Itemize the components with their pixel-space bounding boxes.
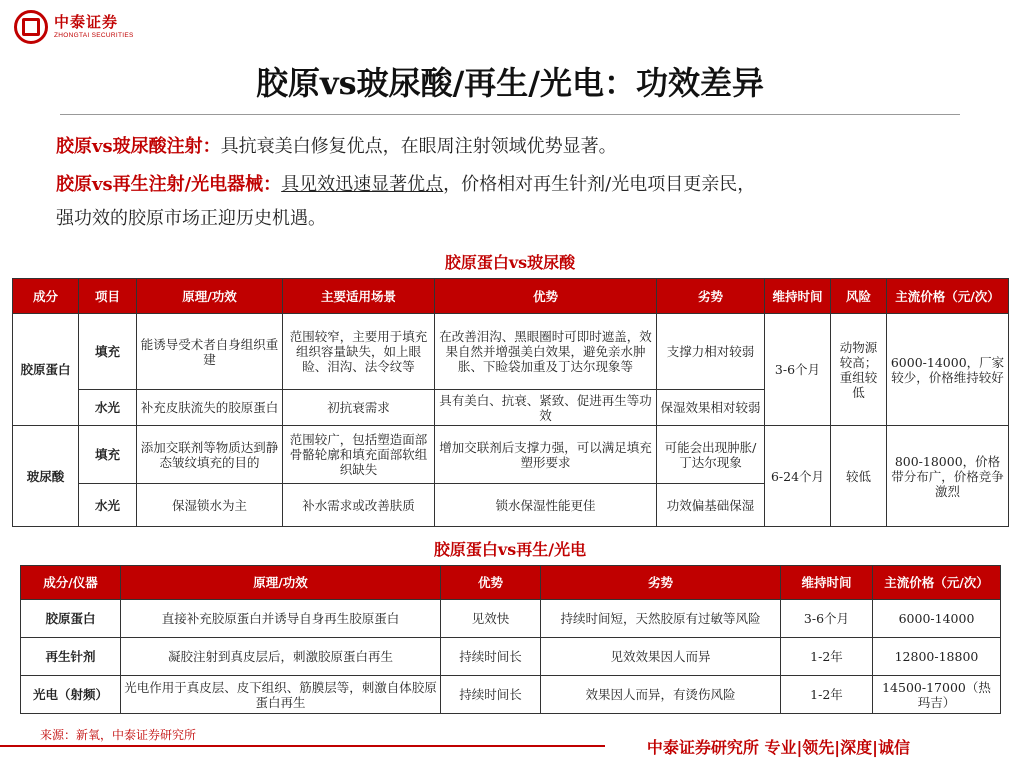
table-cell-price: 6000-14000，厂家较少，价格维持较好 <box>887 314 1009 426</box>
table-cell-advantage: 具有美白、抗衰、紧致、促进再生等功效 <box>435 390 657 426</box>
table-cell-ingredient: 胶原蛋白 <box>13 314 79 426</box>
table-row <box>13 314 1009 390</box>
table-cell-principle: 光电作用于真皮层、皮下组织、筋膜层等，刺激自体胶原蛋白再生 <box>121 676 441 714</box>
table-1-header: 优势 <box>435 279 657 314</box>
brand-logo <box>14 10 134 44</box>
table-cell-price: 12800-18800 <box>873 638 1001 676</box>
paragraph-2 <box>56 168 755 236</box>
table-cell-duration: 6-24个月 <box>765 426 831 527</box>
paragraph-1 <box>56 130 617 164</box>
table-1-header: 主流价格（元/次） <box>887 279 1009 314</box>
table-cell-scene: 范围较窄，主要用于填充组织容量缺失，如上眼睑、泪沟、法令纹等 <box>283 314 435 390</box>
table-2-header: 成分/仪器 <box>21 566 121 600</box>
table-2-header: 维持时间 <box>781 566 873 600</box>
brand-name-cn: 中泰证券 <box>54 12 119 31</box>
table-cell-duration: 3-6个月 <box>781 600 873 638</box>
table-row <box>13 426 1009 484</box>
title-divider <box>60 114 960 115</box>
table-cell-name: 再生针剂 <box>21 638 121 676</box>
table-cell-disadvantage: 可能会出现肿胀/丁达尔现象 <box>657 426 765 484</box>
table-cell-disadvantage: 效果因人而异，有烫伤风险 <box>541 676 781 714</box>
table-2-header: 主流价格（元/次） <box>873 566 1001 600</box>
table-1-header: 成分 <box>13 279 79 314</box>
table-cell-item: 填充 <box>79 426 137 484</box>
table-row <box>21 600 1001 638</box>
table-row <box>21 676 1001 714</box>
table-cell-advantage: 增加交联剂后支撑力强，可以满足填充塑形要求 <box>435 426 657 484</box>
table-cell-price: 14500-17000（热玛吉） <box>873 676 1001 714</box>
table-1-header: 项目 <box>79 279 137 314</box>
table-cell-item: 填充 <box>79 314 137 390</box>
table-2-header: 优势 <box>441 566 541 600</box>
page-title: 胶原vs玻尿酸/再生/光电：功效差异 <box>256 64 764 102</box>
table-cell-risk: 动物源较高；重组较低 <box>831 314 887 426</box>
table-cell-ingredient: 玻尿酸 <box>13 426 79 527</box>
table-cell-disadvantage: 持续时间短，天然胶原有过敏等风险 <box>541 600 781 638</box>
table-cell-name: 光电（射频） <box>21 676 121 714</box>
table-cell-name: 胶原蛋白 <box>21 600 121 638</box>
brand-logo-icon <box>14 10 48 44</box>
table-1-caption: 胶原蛋白vs玻尿酸 <box>444 253 576 272</box>
table-cell-risk: 较低 <box>831 426 887 527</box>
table-collagen-vs-regen-photoelectric <box>20 565 1001 714</box>
paragraph-2-lead: 胶原vs再生注射/光电器械： <box>56 174 282 195</box>
table-row <box>21 638 1001 676</box>
table-2-caption: 胶原蛋白vs再生/光电 <box>433 540 587 559</box>
table-cell-advantage: 持续时间长 <box>441 676 541 714</box>
table-cell-disadvantage: 见效效果因人而异 <box>541 638 781 676</box>
table-cell-advantage: 见效快 <box>441 600 541 638</box>
paragraph-2-text1: ，价格相对再生针剂/光电项目更亲民， <box>443 174 756 195</box>
table-1-header-row <box>13 279 1009 314</box>
table-cell-advantage: 持续时间长 <box>441 638 541 676</box>
table-cell-principle: 凝胶注射到真皮层后，刺激胶原蛋白再生 <box>121 638 441 676</box>
table-cell-duration: 1-2年 <box>781 638 873 676</box>
table-cell-price: 800-18000，价格带分布广，价格竞争激烈 <box>887 426 1009 527</box>
table-cell-duration: 3-6个月 <box>765 314 831 426</box>
table-cell-advantage: 在改善泪沟、黑眼圈时可即时遮盖，效果自然并增强美白效果，避免亲水肿胀、下睑袋加重及丁达尔现象等 <box>435 314 657 390</box>
table-2-header: 劣势 <box>541 566 781 600</box>
table-cell-scene: 范围较广，包括塑造面部骨骼轮廓和填充面部软组织缺失 <box>283 426 435 484</box>
table-cell-principle: 直接补充胶原蛋白并诱导自身再生胶原蛋白 <box>121 600 441 638</box>
table-1-header: 劣势 <box>657 279 765 314</box>
table-cell-advantage: 锁水保湿性能更佳 <box>435 484 657 527</box>
table-cell-item: 水光 <box>79 390 137 426</box>
table-cell-principle: 补充皮肤流失的胶原蛋白 <box>137 390 283 426</box>
table-cell-disadvantage: 功效偏基础保湿 <box>657 484 765 527</box>
table-2-header: 原理/功效 <box>121 566 441 600</box>
table-cell-principle: 能诱导受术者自身组织重建 <box>137 314 283 390</box>
table-cell-item: 水光 <box>79 484 137 527</box>
table-cell-scene: 初抗衰需求 <box>283 390 435 426</box>
table-cell-duration: 1-2年 <box>781 676 873 714</box>
source-note: 来源：新氧，中泰证券研究所 <box>40 728 197 742</box>
table-cell-principle: 保湿锁水为主 <box>137 484 283 527</box>
table-cell-scene: 补水需求或改善肤质 <box>283 484 435 527</box>
brand-name-en: ZHONGTAI SECURITIES <box>54 31 134 39</box>
table-2-header-row <box>21 566 1001 600</box>
paragraph-1-text: 具抗衰美白修复优点，在眼周注射领域优势显著。 <box>220 136 617 157</box>
footer-slogan: 中泰证券研究所 专业|领先|深度|诚信 <box>646 738 910 757</box>
table-cell-price: 6000-14000 <box>873 600 1001 638</box>
paragraph-2-text2: 强功效的胶原市场正迎历史机遇。 <box>56 208 326 229</box>
paragraph-1-lead: 胶原vs玻尿酸注射： <box>56 136 221 157</box>
table-collagen-vs-hyaluronic <box>12 278 1009 527</box>
footer-divider <box>0 745 605 747</box>
table-cell-principle: 添加交联剂等物质达到静态皱纹填充的目的 <box>137 426 283 484</box>
table-1-header: 维持时间 <box>765 279 831 314</box>
table-cell-disadvantage: 保湿效果相对较弱 <box>657 390 765 426</box>
table-cell-disadvantage: 支撑力相对较弱 <box>657 314 765 390</box>
table-1-header: 风险 <box>831 279 887 314</box>
table-1-header: 原理/功效 <box>137 279 283 314</box>
table-1-header: 主要适用场景 <box>283 279 435 314</box>
paragraph-2-underlined: 具见效迅速显著优点 <box>281 174 444 195</box>
